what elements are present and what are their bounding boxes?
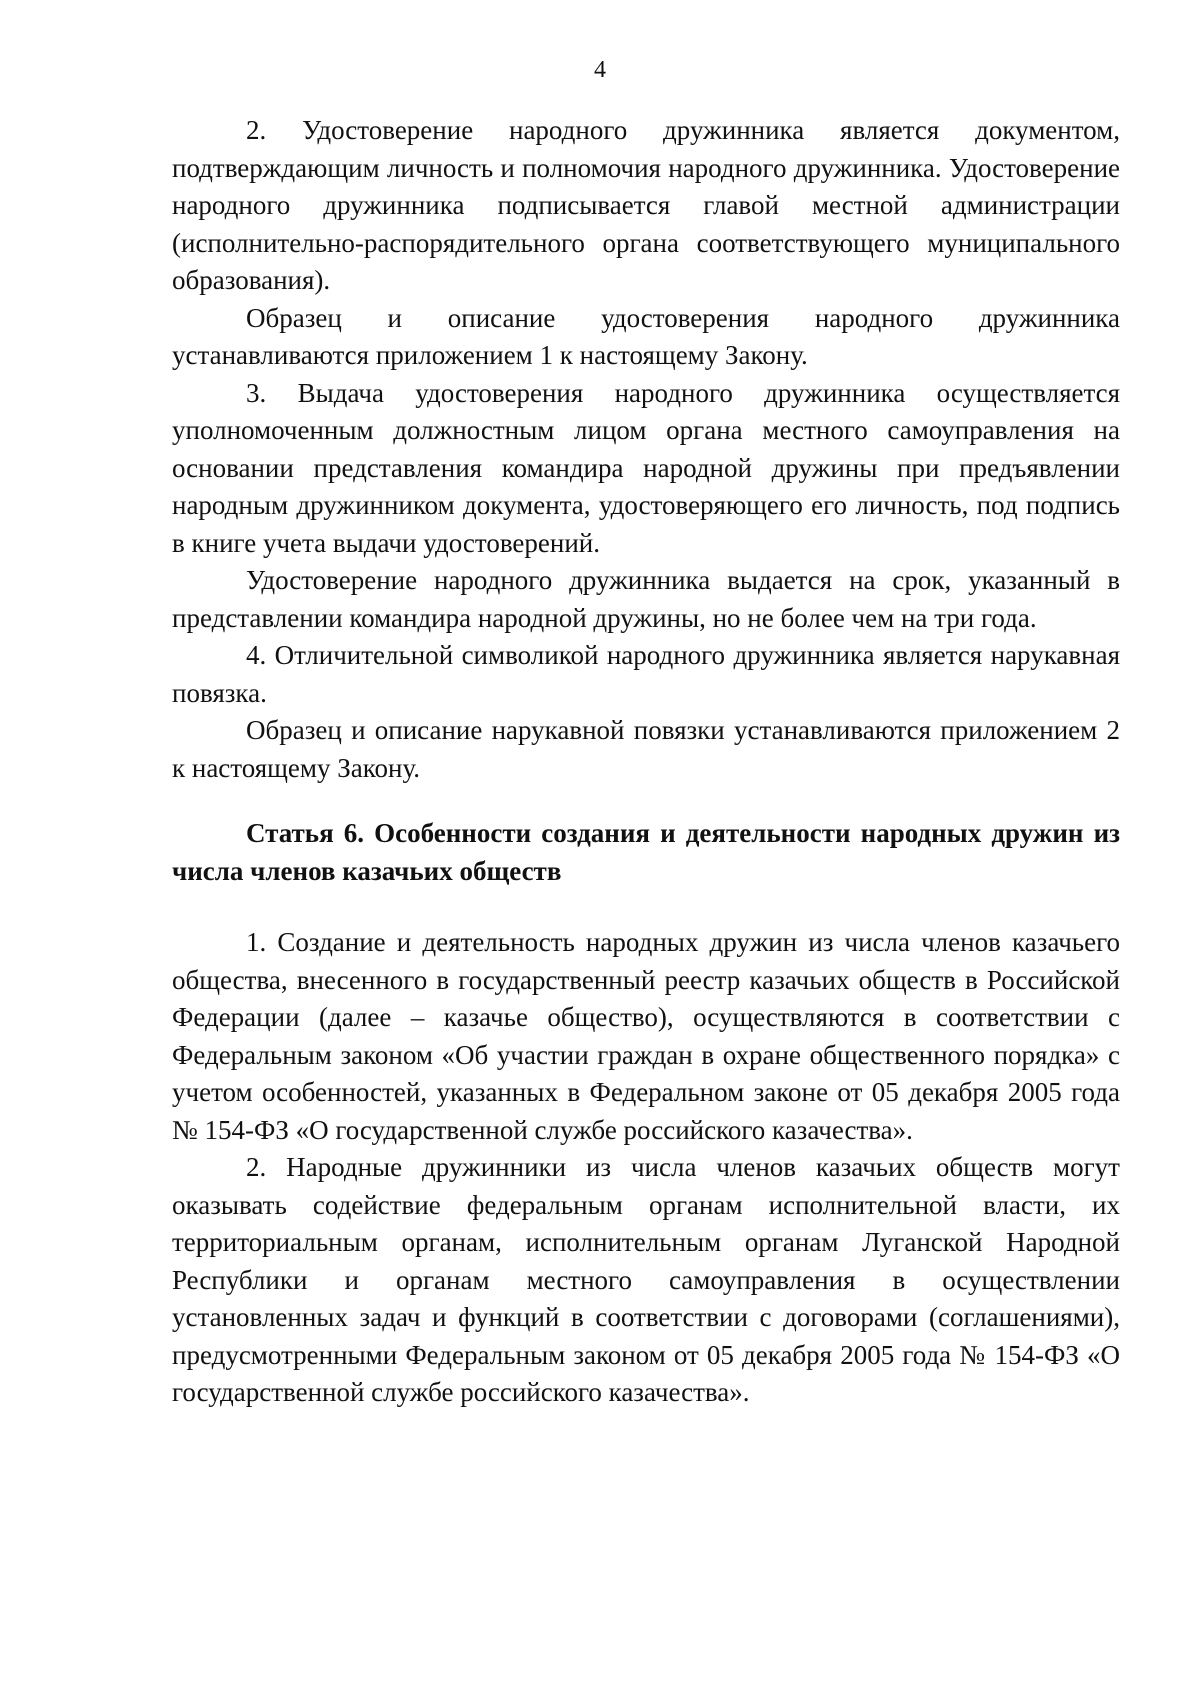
article-6-heading: Статья 6. Особенности создания и деятельности народных дружин из числа членов казачьих обществ (172, 818, 1120, 886)
paragraph-5-2: 2. Удостоверение народного дружинника является документом, подтверждающим личность и полномочия народного дружинника. Удостоверение народного дружинника подписывается главой местной администрации (исполнительно-распорядительного органа соответствующего муниципального образования). (172, 115, 1120, 295)
page-number: 4 (594, 57, 606, 83)
paragraph-6-1: 1. Создание и деятельность народных дружин из числа членов казачьего общества, внесенного в государственный реестр казачьих обществ в Российской Федерации (далее – казачье общество), осуществляются в соответствии с Федеральным законом «Об участии граждан в охране общественного порядка» с учетом особенностей, указанных в Федеральном законе от 05 декабря 2005 года № 154-ФЗ «О государственной службе российского казачества». (172, 927, 1120, 1145)
document-body (172, 112, 1120, 1412)
paragraph-5-4: 4. Отличительной символикой народного дружинника является нарукавная повязка. (172, 640, 1120, 708)
paragraph-5-3-term: Удостоверение народного дружинника выдается на срок, указанный в представлении командира народной дружины, но не более чем на три года. (172, 565, 1120, 633)
paragraph-6-2: 2. Народные дружинники из числа членов казачьих обществ могут оказывать содействие федеральным органам исполнительной власти, их территориальным органам, исполнительным органам Луганской Народной Республики и органам местного самоуправления в осуществлении установленных задач и функций в соответствии с договорами (соглашениями), предусмотренными Федеральным законом от 05 декабря 2005 года № 154-ФЗ «О государственной службе российского казачества». (172, 1152, 1120, 1407)
paragraph-5-2-sample: Образец и описание удостоверения народного дружинника устанавливаются приложением 1 к настоящему Закону. (172, 302, 1120, 370)
paragraph-5-4-sample: Образец и описание нарукавной повязки устанавливаются приложением 2 к настоящему Закону. (172, 715, 1120, 783)
paragraph-5-3: 3. Выдача удостоверения народного дружинника осуществляется уполномоченным должностным лицом органа местного самоуправления на основании представления командира народной дружины при предъявлении народным дружинником документа, удостоверяющего его личность, под подпись в книге учета выдачи удостоверений. (172, 377, 1120, 558)
